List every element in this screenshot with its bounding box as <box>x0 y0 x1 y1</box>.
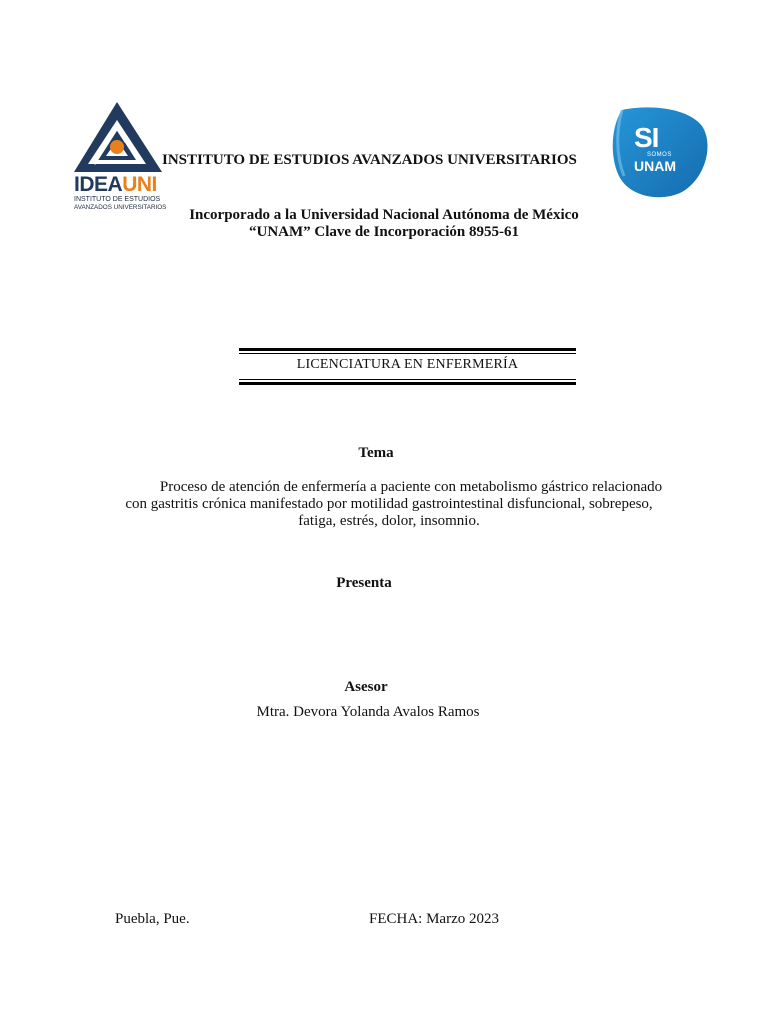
ideauni-subtitle-line1: INSTITUTO DE ESTUDIOS <box>74 196 161 203</box>
tema-line-1: Proceso de atención de enfermería a paciente con metabolismo gástrico relacionado <box>159 479 663 495</box>
tema-line-3: fatiga, estrés, dolor, insomnio. <box>298 513 480 529</box>
degree-top-rule-thin <box>239 353 576 354</box>
si-somos-unam-logo <box>610 106 710 200</box>
ideauni-triangle-icon <box>74 100 164 176</box>
asesor-name: Mtra. Devora Yolanda Avalos Ramos <box>256 704 480 720</box>
si-text: SI <box>634 122 659 153</box>
date: FECHA: Marzo 2023 <box>369 911 499 927</box>
tema-text <box>100 479 678 530</box>
ideauni-wordmark: IDEAUNI <box>74 173 157 196</box>
incorporation-line-2: “UNAM” Clave de Incorporación 8955-61 <box>249 224 519 240</box>
institute-title: INSTITUTO DE ESTUDIOS AVANZADOS UNIVERSITARIOS <box>162 152 577 168</box>
presenta-heading: Presenta <box>336 575 392 591</box>
degree-title: LICENCIATURA EN ENFERMERÍA <box>296 357 519 372</box>
incorporation-line-1: Incorporado a la Universidad Nacional Autónoma de México <box>189 207 579 223</box>
unam-text: UNAM <box>634 158 676 174</box>
tema-heading: Tema <box>358 445 394 461</box>
degree-top-rule-thick <box>239 348 576 351</box>
degree-bottom-rule-thick <box>239 382 576 385</box>
tema-line-2: con gastritis crónica manifestado por motilidad gastrointestinal disfuncional, sobrepeso, <box>125 496 653 512</box>
somos-text: SOMOS <box>647 152 672 158</box>
place: Puebla, Pue. <box>115 911 190 927</box>
ideauni-logo <box>74 100 167 218</box>
degree-bottom-rule-thin <box>239 379 576 380</box>
ideauni-subtitle-line2: AVANZADOS UNIVERSITARIOS <box>74 204 167 211</box>
asesor-heading: Asesor <box>344 679 388 695</box>
